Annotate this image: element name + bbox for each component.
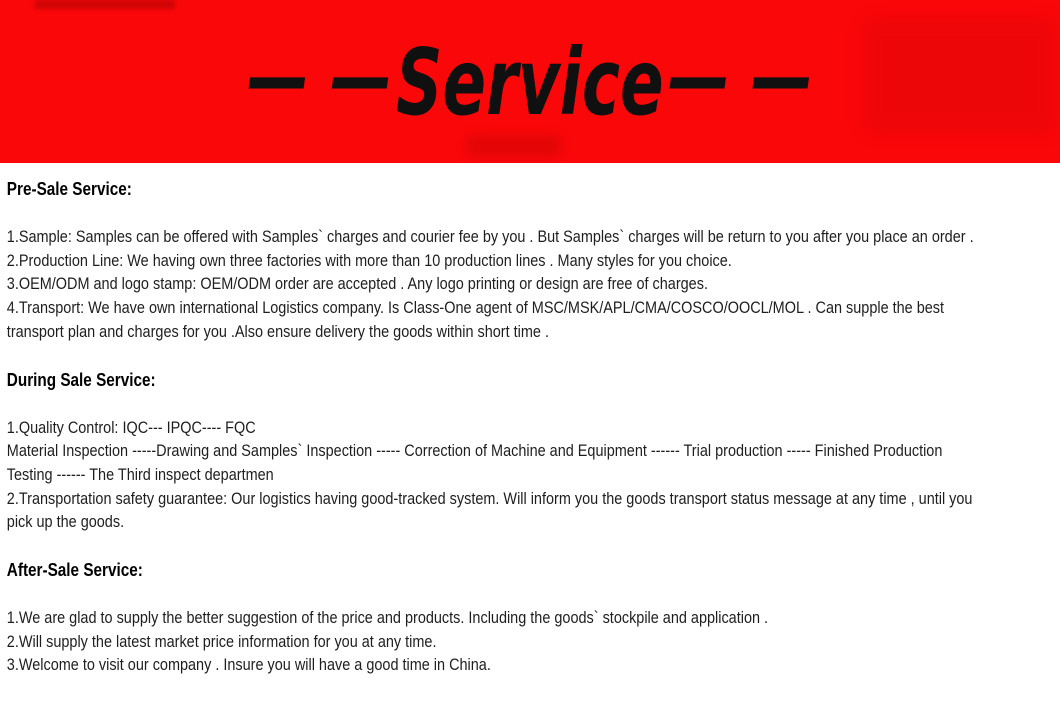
service-line: 1.Sample: Samples can be offered with Samples` charges and courier fee by you . But Samples` charges will be return to you after you place an order . <box>6 227 974 246</box>
after-sale-lines <box>7 606 1060 677</box>
pre-sale-lines <box>7 225 1060 344</box>
service-line: 2.Will supply the latest market price information for you at any time. <box>6 631 437 651</box>
after-sale-heading: After-Sale Service: <box>6 560 143 581</box>
service-line: 2.Transportation safety guarantee: Our logistics having good-tracked system. Will inform you the goods transport status message at any time , until you <box>6 488 973 508</box>
banner-artifact <box>35 0 175 9</box>
service-content <box>0 163 1060 677</box>
service-line: Material Inspection -----Drawing and Samples` Inspection ----- Correction of Machine and Equipment ------ Trial production ----- Finished Production <box>6 441 943 461</box>
pre-sale-heading: Pre-Sale Service: <box>6 179 132 199</box>
service-line: 2.Production Line: We having own three factories with more than 10 production lines . Many styles for you choice. <box>6 250 732 270</box>
service-line: Testing ------ The Third inspect departmen <box>6 464 274 484</box>
service-line: 1.Quality Control: IQC--- IPQC---- FQC <box>6 417 256 437</box>
service-line: pick up the goods. <box>6 512 125 532</box>
title-dashes-right: — — <box>668 25 813 128</box>
service-line: transport plan and charges for you .Also ensure delivery the goods within short time . <box>6 321 549 341</box>
banner-artifact <box>865 18 1055 133</box>
service-line: 3.Welcome to visit our company . Insure you will have a good time in China. <box>6 655 491 675</box>
section-pre-sale <box>7 177 1060 344</box>
service-line: 4.Transport: We have own international Logistics company. Is Class-One agent of MSC/MSK/APL/CMA/COSCO/OOCL/MOL . Can supple the best <box>6 298 945 318</box>
during-sale-heading: During Sale Service: <box>6 369 156 390</box>
section-after-sale <box>7 558 1060 677</box>
banner-artifact <box>466 135 562 157</box>
section-during-sale <box>7 368 1060 535</box>
service-banner <box>0 0 1060 163</box>
title-dashes-left: — — <box>247 25 392 128</box>
service-line: 1.We are glad to supply the better suggestion of the price and products. Including the goods` stockpile and application . <box>6 608 769 628</box>
service-line: 3.OEM/ODM and logo stamp: OEM/ODM order are accepted . Any logo printing or design are free of charges. <box>6 274 708 294</box>
banner-title <box>247 27 812 136</box>
during-sale-lines <box>7 416 1060 535</box>
title-word: Service <box>396 29 664 136</box>
